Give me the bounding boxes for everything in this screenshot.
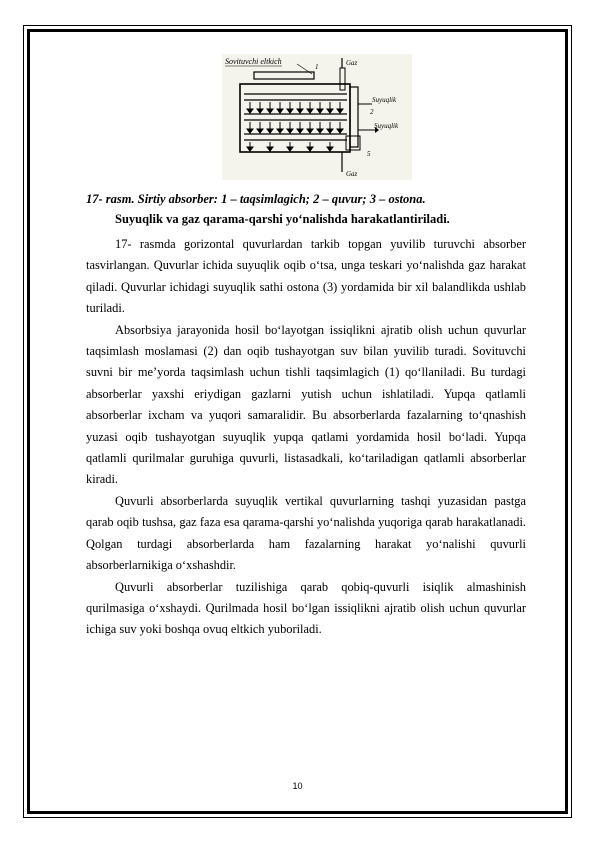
paragraph-1: 17- rasmda gorizontal quvurlardan tarkib topgan yuvilib turuvchi absorber tasvirlangan. Quvurlar ichida suyuqlik oqib o‘tsa, unga teskari yo‘nalishda gaz harakat qiladi. Quvurlar ichidagi suyuqlik sathi ostona (3) yordamida bir xil balandlikda ushlab turiladi. — [86, 237, 526, 316]
figure-caption: 17- rasm. Sirtiy absorber: 1 – taqsimlagich; 2 – quvur; 3 – ostona. — [86, 192, 426, 206]
label-1: 1 — [315, 63, 319, 71]
label-5: 5 — [367, 150, 371, 158]
label-liquid-right: Suyuqlik — [374, 122, 399, 130]
paragraph-2: Absorbsiya jarayonida hosil bo‘layotgan issiqlikni ajratib olish uchun quvurlar taqsimlash moslamasi (2) dan oqib tushayotgan suv bilan yuvilib turadi. Sovituvchi suvni bir me’yorda taqsimlash uchun tishli taqsimlagich (1) qo‘llaniladi. Bu turdagi absorberlar yaxshi eriydigan gazlarni yutish uchun ishlatiladi. Yupqa qatlamli absorberlar ixcham va yuqori samaralidir. Bu absorberlarda fazalarning to‘qnashish yuzasi oqib tushayotgan suyuqlik yupqa qatlami yordamida hosil bo‘ladi. Yupqa qatlamli qurilmalar guruhiga quvurli, listasadkali, ko‘tariladigan qatlamli absorberlar kiradi. — [86, 322, 526, 487]
absorber-diagram — [222, 54, 412, 180]
label-liquid-top: Suyuqlik — [372, 96, 397, 104]
paragraph-3: Quvurli absorberlarda suyuqlik vertikal quvurlarning tashqi yuzasidan pastga qarab oqib tushsa, gaz faza esa qarama-qarshi yo‘nalishda yuqoriga qarab harakatlanadi. Qolgan turdagi absorberlarda ham fazalarning harakat yo‘nalishi quvurli absorberlarnikiga o‘xshashdir. — [86, 493, 526, 573]
label-gas-top: Gaz — [346, 59, 358, 67]
body-text — [86, 234, 526, 641]
label-gas-bottom: Gaz — [346, 170, 358, 178]
section-heading: Suyuqlik va gaz qarama-qarshi yo‘nalishda harakatlantiriladi. — [115, 212, 450, 226]
page-number: 10 — [292, 781, 303, 791]
paragraph-4: Quvurli absorberlar tuzilishiga qarab qobiq-quvurli isiqlik almashinish qurilmasiga o‘xshaydi. Qurilmada hosil bo‘lgan issiqlikni ajratib olish uchun quvurlar ichiga suv yoki boshqa ovuq eltkich yuboriladi. — [86, 579, 526, 637]
label-coolant: Sovituvchi eltkich — [225, 57, 282, 66]
label-2: 2 — [370, 108, 374, 116]
